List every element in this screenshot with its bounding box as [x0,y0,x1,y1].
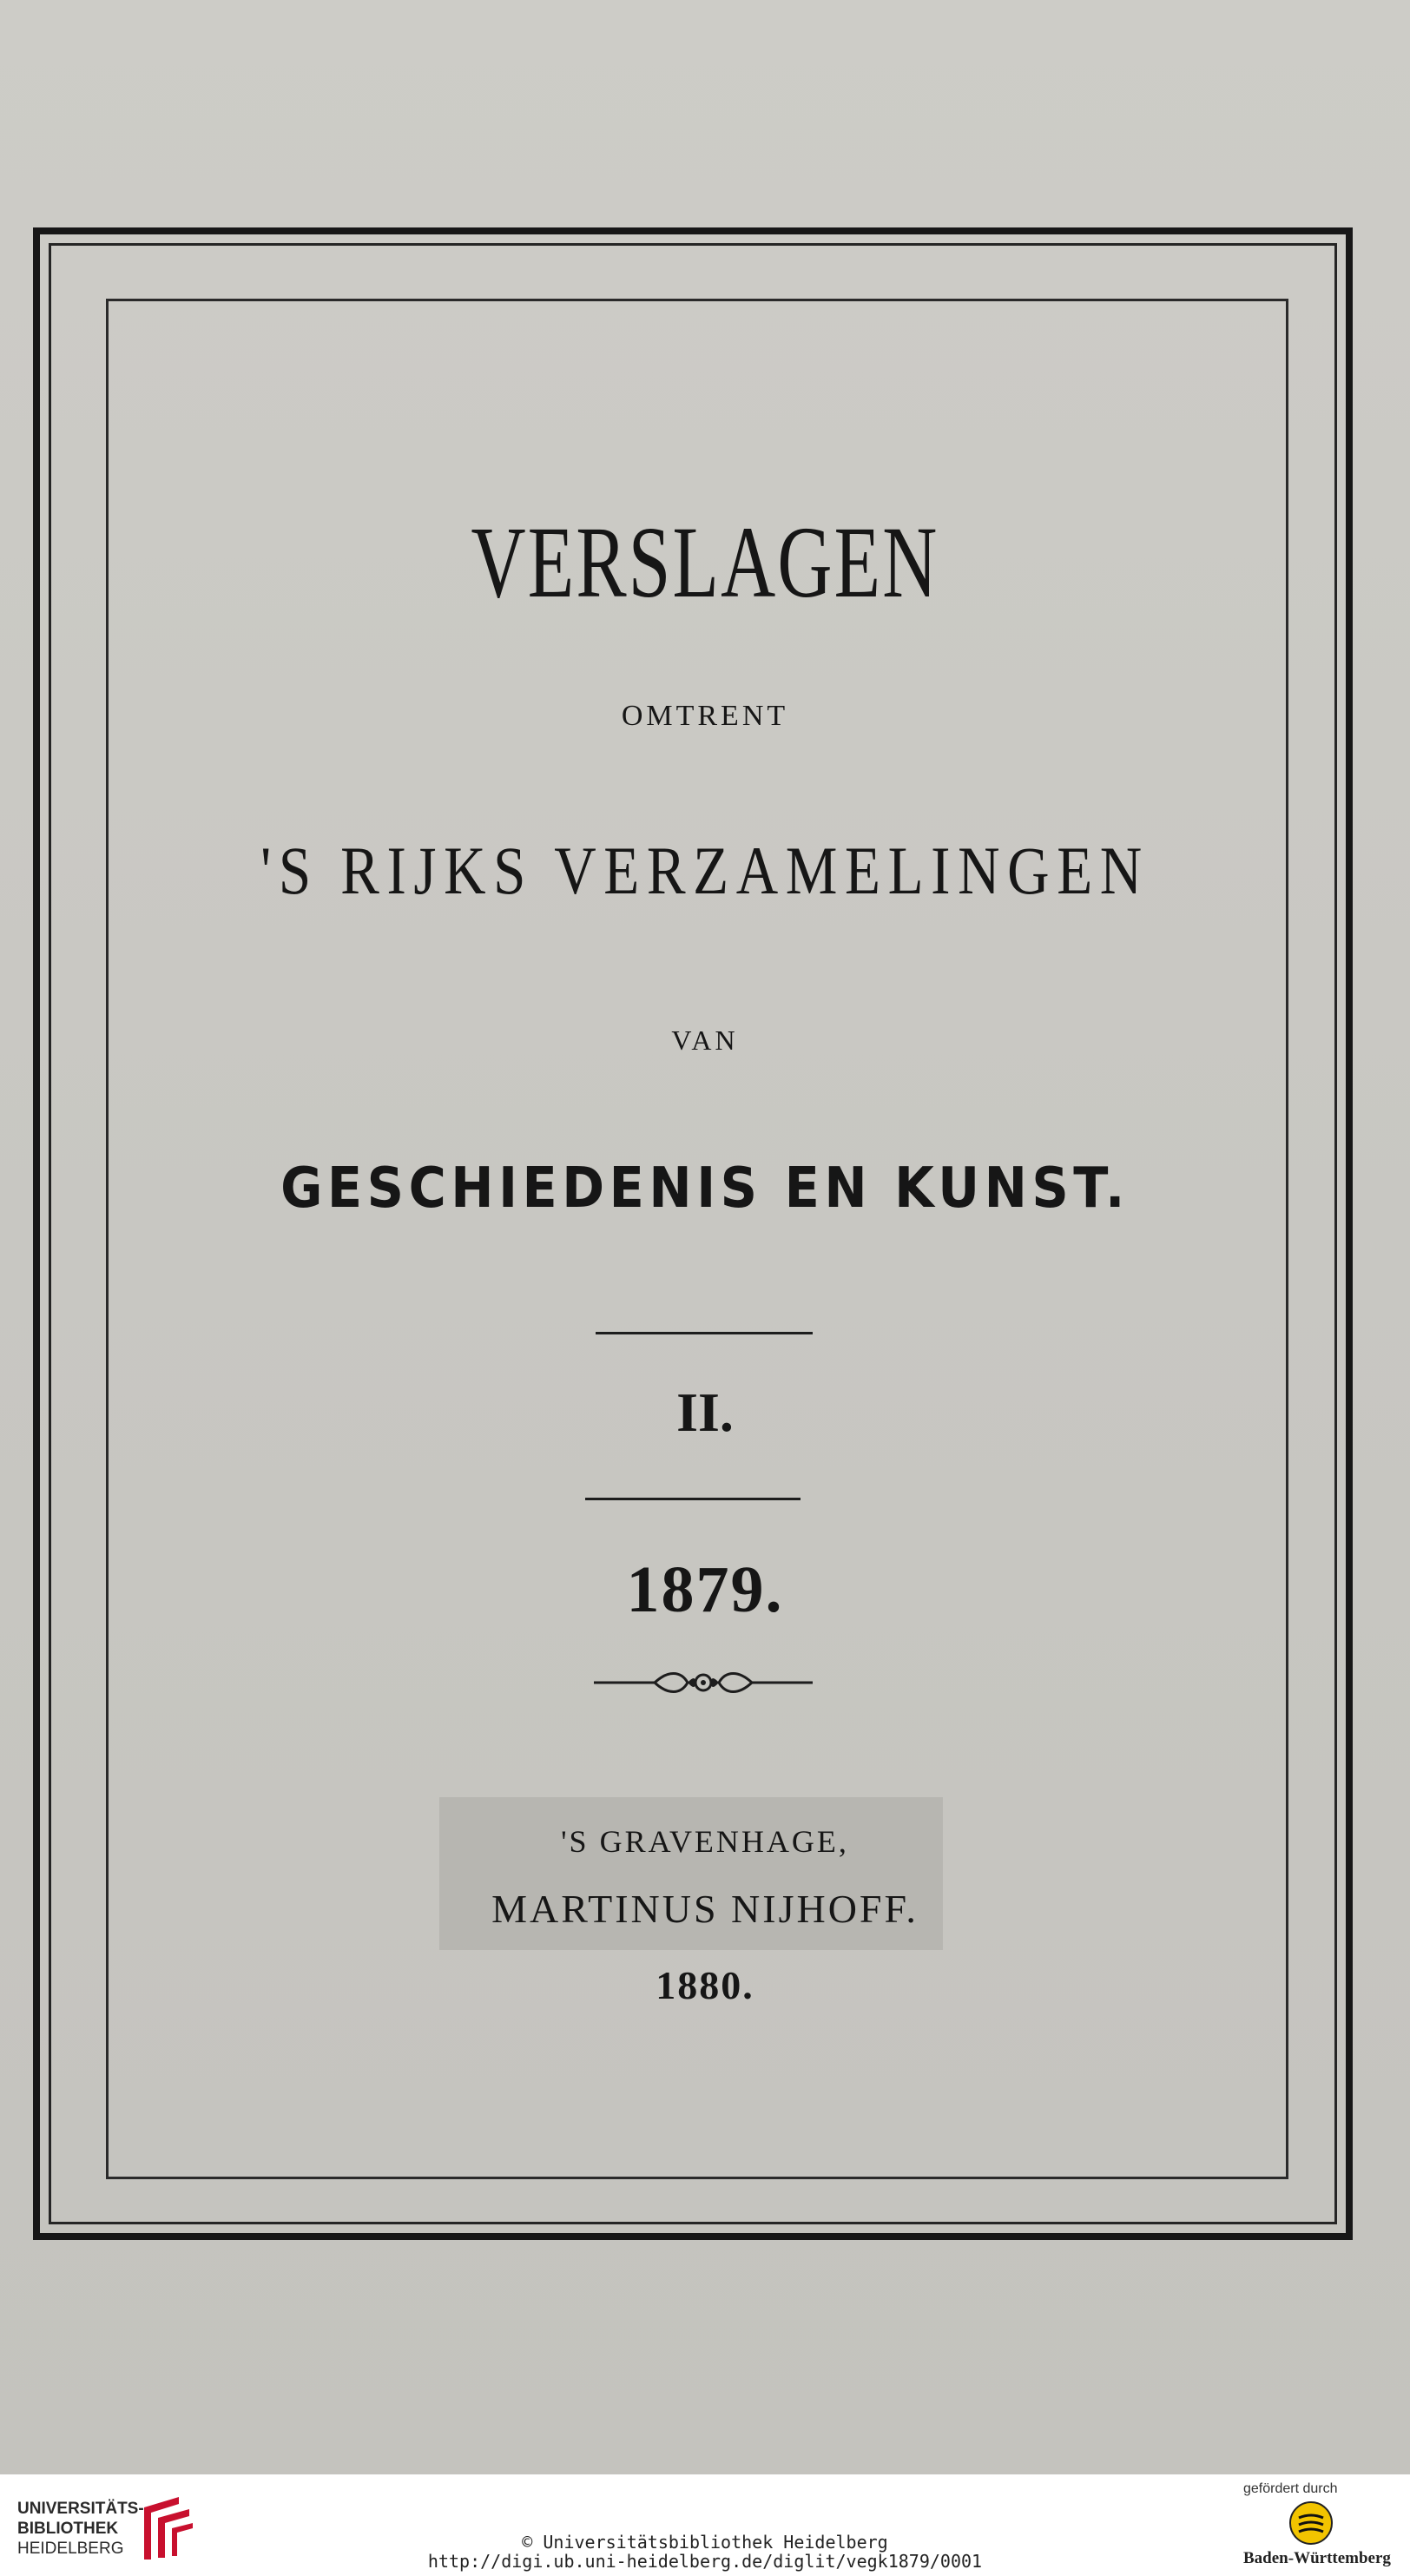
title: VERSLAGEN [471,505,939,619]
collection-heading: 'S RIJKS VERZAMELINGEN [260,833,1150,908]
copyright-notice: © Universitätsbibliothek Heidelberg [522,2532,888,2553]
permalink[interactable]: http://digi.ub.uni-heidelberg.de/diglit/vegk1879/0001 [427,2551,983,2572]
ornament-icon [594,1665,813,1700]
funded-by-label: gefördert durch [1243,2481,1338,2496]
library-name-line3: HEIDELBERG [17,2540,124,2558]
library-name-line2: BIBLIOTHEK [17,2520,119,2538]
year: 1879. [626,1553,784,1626]
volume-number: II. [676,1381,734,1443]
divider-bottom [585,1498,801,1500]
divider-top [596,1332,813,1334]
van-text: VAN [671,1024,739,1056]
funder-name: Baden-Württemberg [1243,2549,1391,2567]
library-name-line1: UNIVERSITÄTS- [17,2500,144,2518]
subject-heading: GESCHIEDENIS EN KUNST. [280,1156,1130,1221]
omtrent-text: OMTRENT [621,700,789,732]
coat-of-arms-icon[interactable] [1288,2500,1334,2546]
publication-year: 1880. [656,1963,754,2007]
publisher-name: MARTINUS NIJHOFF. [491,1887,919,1931]
place-of-publication: 'S GRAVENHAGE, [561,1824,849,1859]
